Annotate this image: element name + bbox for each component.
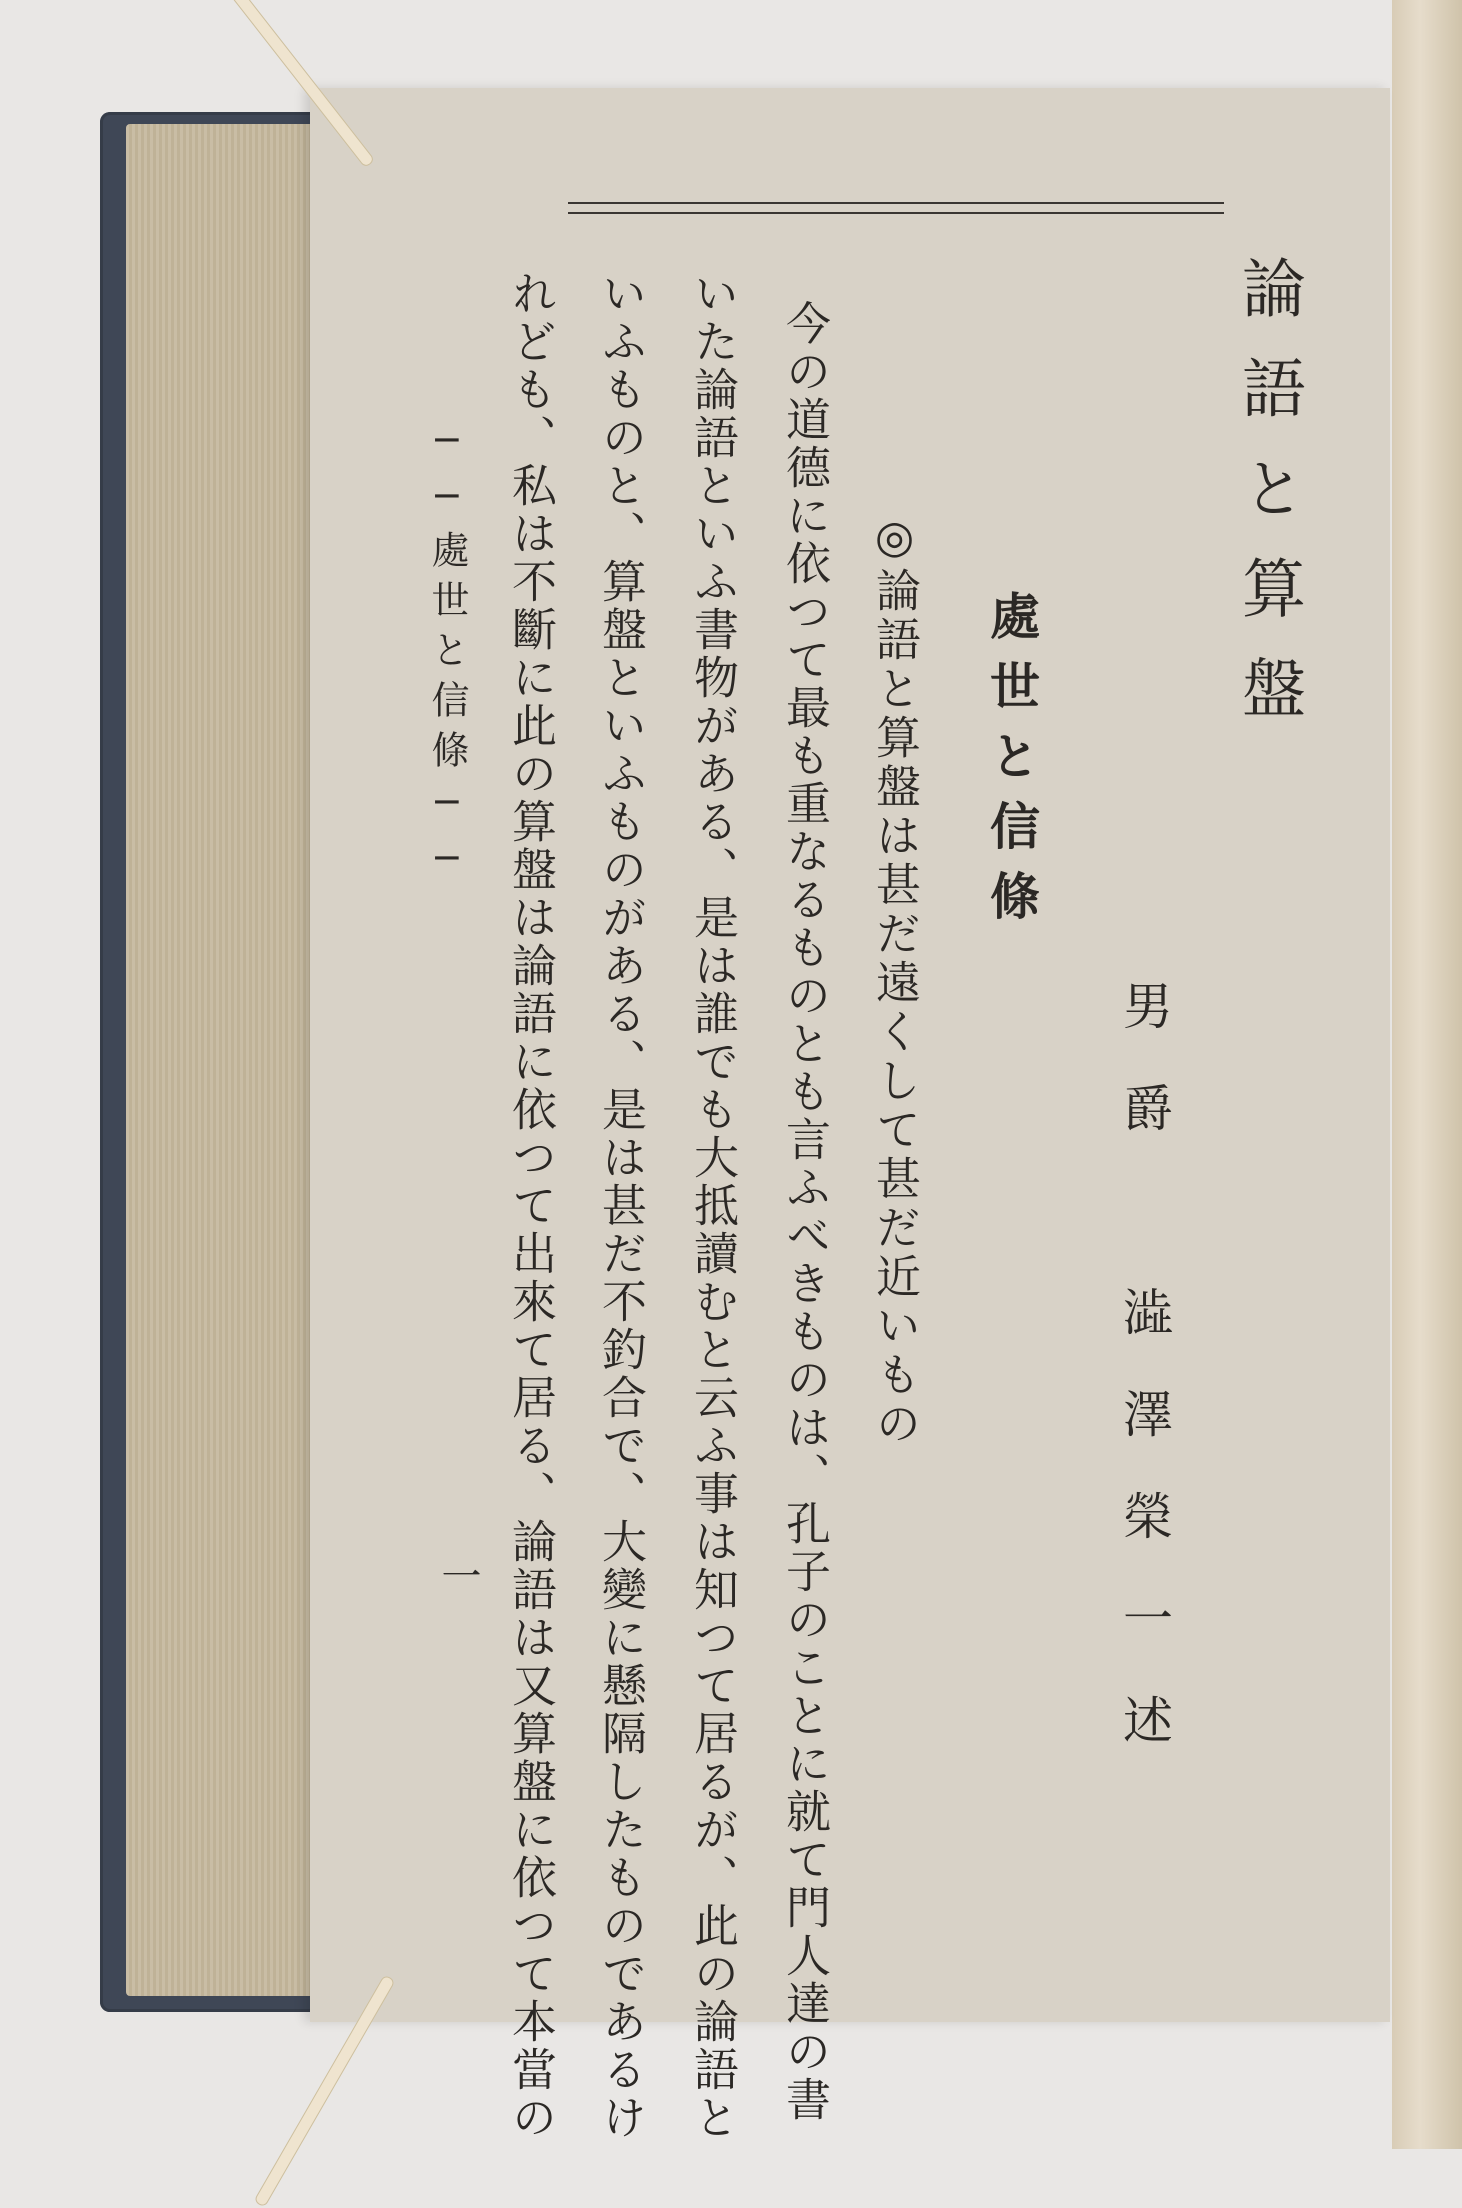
body-line: いた論語といふ書物がある、是は誰でも大抵讀むと云ふ事は知つて居るが、此の論語と <box>686 270 739 2142</box>
subheading: ◎論語と算盤は甚だ遠くして甚だ近いもの <box>868 510 921 1449</box>
book-title: 論語と算盤 <box>1231 255 1305 755</box>
page-edges <box>126 124 331 1996</box>
facing-page-edge <box>1392 0 1462 2149</box>
author-line: 男爵 澁澤榮一述 <box>1115 980 1173 1796</box>
section-title: 處世と信條 <box>982 590 1041 940</box>
body-line: れども、私は不斷に此の算盤は論語に依つて出來て居る、論語は又算盤に依つて本當の <box>504 270 557 2142</box>
double-rule <box>568 202 1224 214</box>
page-number: 一 <box>435 1555 481 1595</box>
body-line: 今の道德に依つて最も重なるものとも言ふべきものは、孔子のことに就て門人達の書 <box>778 300 831 2124</box>
running-footer: ──處世と信條── <box>425 418 469 892</box>
body-line: いふものと、算盤といふものがある、是は甚だ不釣合で、大變に懸隔したものであるけ <box>594 270 647 2142</box>
